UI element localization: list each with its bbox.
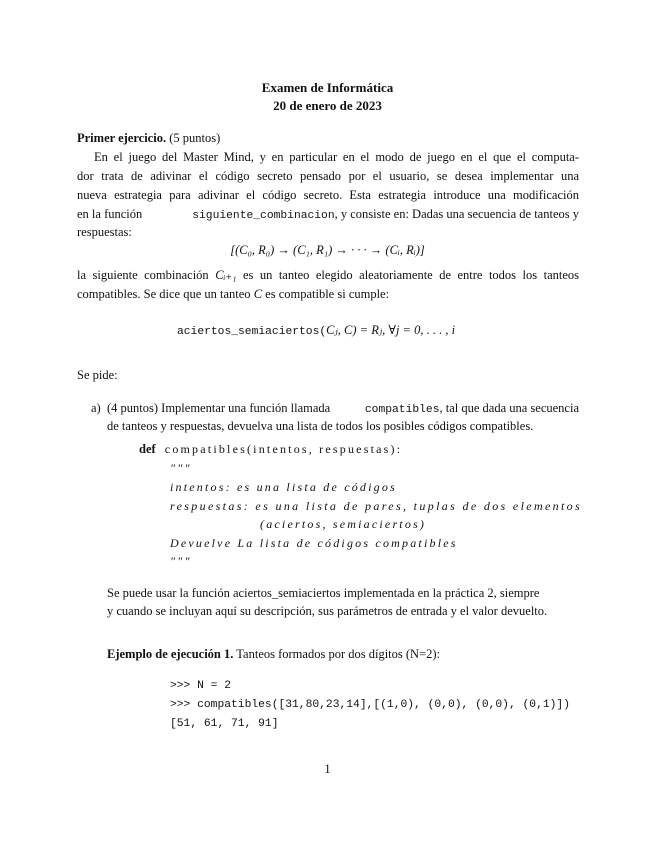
- intro-line-1: En el juego del Master Mind, y en particular en el modo de juego en el que el computa-: [94, 150, 579, 164]
- doc-line-1: intentos: es una lista de códigos: [170, 480, 397, 494]
- after-line-2-start: compatibles. Se dice que un tanteo: [77, 287, 251, 301]
- example-line-1: >>> N = 2: [170, 680, 232, 692]
- after-line-2: [77, 285, 389, 304]
- formula-compat-rest: Cⱼ, C) = Rⱼ, ∀j = 0, . . . , i: [326, 323, 456, 337]
- formula-sequence: [(C₀, R₀) → (C₁, R₁) → · · · → (Cᵢ, Rᵢ)]: [230, 243, 425, 257]
- after-line-1: [77, 266, 579, 285]
- exercise-heading-line: [77, 129, 220, 148]
- var-c: C: [253, 287, 263, 301]
- def-keyword: def: [139, 442, 156, 456]
- example-heading: Ejemplo de ejecución 1.: [107, 647, 234, 661]
- doc-line-2: respuestas: es una lista de pares, tuplas de dos elementos: [170, 499, 583, 513]
- aciertos-semiaciertos-code: aciertos_semiaciertos(: [177, 326, 327, 338]
- siguiente-combinacion-code: siguiente_combinacion: [192, 210, 335, 222]
- example-heading-line: [107, 645, 440, 664]
- item-a-line-2: de tanteos y respuestas, devuelva una lista de todos los posibles códigos compatibles.: [107, 419, 534, 433]
- note-line-2: y cuando se incluyan aquí su descripción, sus parámetros de entrada y el valor devuelto.: [107, 604, 548, 618]
- var-c-next: Cᵢ₊₁: [215, 268, 237, 282]
- def-signature: compatibles(intentos, respuestas):: [164, 442, 403, 456]
- exercise-heading: Primer ejercicio.: [77, 131, 167, 145]
- item-a-label: a): [91, 401, 101, 415]
- docstring-open: """: [170, 461, 192, 475]
- page-number: 1: [324, 762, 331, 776]
- formula-compat: [177, 321, 455, 342]
- example-desc: Tanteos formados por dos dígitos (N=2):: [236, 647, 440, 661]
- example-line-2: >>> compatibles([31,80,23,14],[(1,0), (0,0), (0,0), (0,1)]): [170, 699, 570, 711]
- page-title: Examen de Informática: [261, 80, 394, 95]
- item-a-line-1-start: (4 puntos) Implementar una función llamada: [107, 401, 331, 415]
- exam-date: 20 de enero de 2023: [273, 98, 382, 113]
- item-a-line-1-end: , tal que dada una secuencia: [439, 401, 579, 415]
- doc-line-3: (aciertos, semiaciertos): [260, 517, 427, 531]
- after-line-1-end: es un tanteo elegido aleatoriamente de entre todos los tanteos: [242, 268, 580, 282]
- doc-line-4: Devuelve La lista de códigos compatibles: [170, 536, 458, 550]
- intro-line-2: dor trata de adivinar el código secreto pensado por el usuario, se desea implementar una: [77, 169, 579, 183]
- intro-line-5: respuestas:: [77, 225, 132, 239]
- note-line-1: Se puede usar la función aciertos_semiaciertos implementada en la práctica 2, siempre: [107, 586, 540, 600]
- docstring-close: """: [170, 554, 192, 568]
- code-def-line: [139, 440, 402, 459]
- exercise-points: (5 puntos): [169, 131, 221, 145]
- intro-line-4: [77, 205, 579, 226]
- example-line-3: [51, 61, 71, 91]: [170, 718, 279, 730]
- se-pide: Se pide:: [77, 368, 118, 382]
- after-line-1-start: la siguiente combinación: [77, 268, 209, 282]
- intro-line-3: nueva estrategia para adivinar el código secreto. Esta estrategia introduce una modificación: [77, 188, 579, 202]
- intro-line-4-end: , y consiste en: Dadas una secuencia de tanteos y: [334, 207, 579, 221]
- after-line-2-end: es compatible si cumple:: [265, 287, 390, 301]
- intro-line-4-start: en la función: [77, 207, 143, 221]
- compatibles-code: compatibles: [364, 404, 440, 416]
